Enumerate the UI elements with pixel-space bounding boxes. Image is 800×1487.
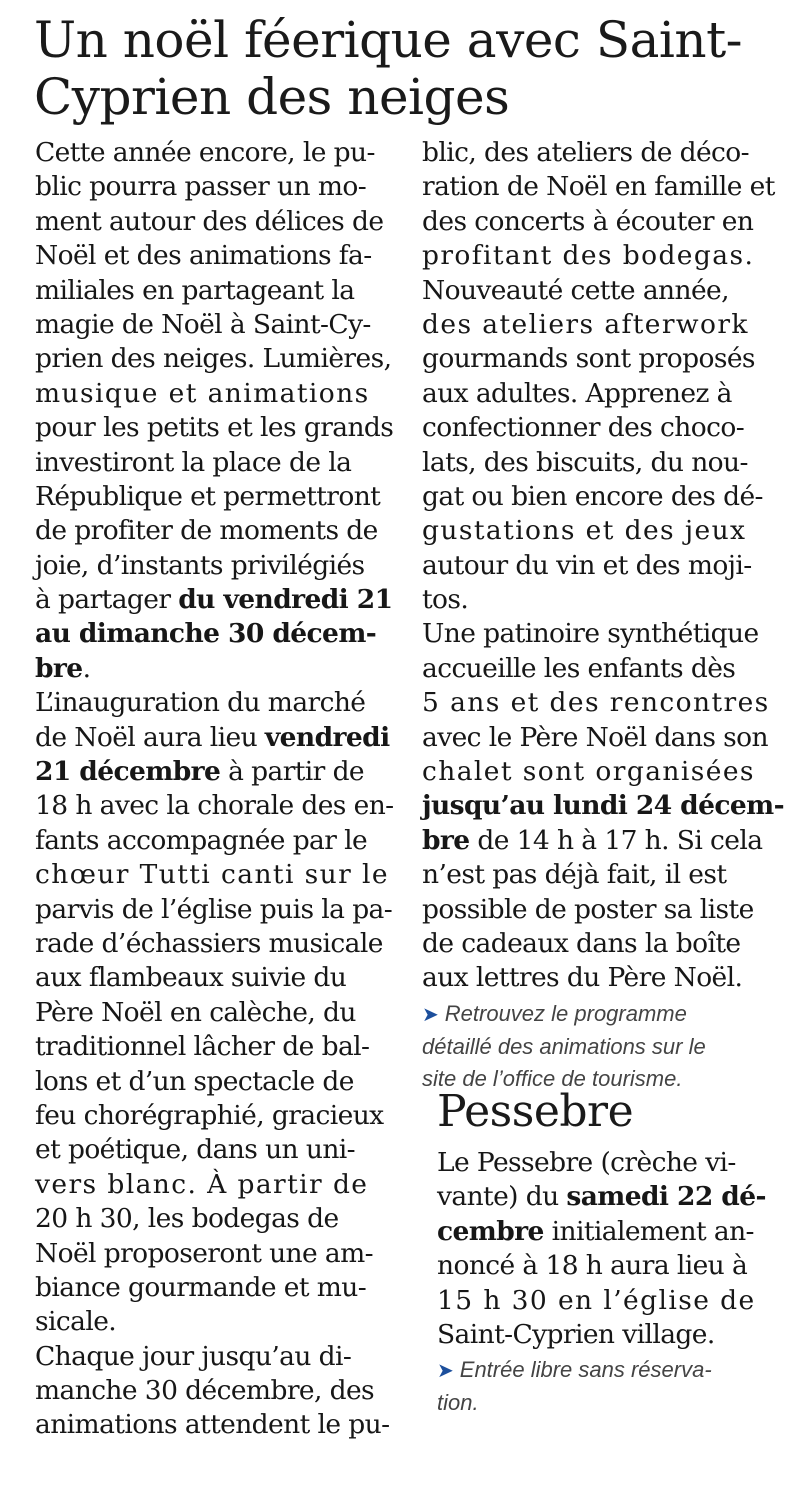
text-line [437, 1180, 782, 1214]
text-run: vante) du [437, 1181, 567, 1213]
text-line: des ateliers afterwork [422, 308, 749, 340]
bold-date: jusqu’au lundi 24 décem- [422, 790, 785, 822]
text-line: confectionner des choco- [422, 412, 745, 444]
text-line [437, 1215, 782, 1249]
note-line [422, 998, 778, 1031]
text-line: 5 ans et des rencontres [422, 687, 770, 719]
bold-date: au dimanche 30 décem- [35, 618, 377, 650]
note-text: Retrouvez le programme [444, 1000, 687, 1026]
text-line: Le Pessebre (crèche vi- [437, 1147, 736, 1178]
text-line: feu chorégraphié, gracieux [35, 1099, 384, 1131]
text-line: chalet sont organisées [422, 756, 755, 788]
text-line [422, 789, 785, 823]
text-line: rade d’échassiers musicale [35, 927, 383, 959]
text-line: sicale. [35, 1306, 117, 1338]
bold-date: du vendredi 21 [178, 584, 393, 616]
article-title [34, 12, 784, 126]
text-line: aux lettres du Père Noël. [422, 962, 743, 994]
text-line: vers blanc. À partir de [35, 1168, 369, 1200]
text-line: et poétique, dans un uni- [35, 1134, 356, 1166]
text-line: gourmands sont proposés [422, 343, 755, 375]
title-line: Un noël féerique avec Saint- [34, 11, 743, 69]
text-line: chœur Tutti canti sur le [35, 859, 389, 891]
text-run: à partager [35, 584, 179, 616]
text-line: Chaque jour jusqu’au di- [35, 1340, 352, 1372]
text-line: manche 30 décembre, des [35, 1375, 375, 1407]
text-line: gustations et des jeux [422, 515, 747, 547]
note-line: tion. [437, 1390, 479, 1416]
text-line: aux adultes. Apprenez à [422, 377, 732, 409]
bold-date: cembre [437, 1215, 544, 1247]
text-line: joie, d’instants privilégiés [35, 549, 365, 581]
text-run: de Noël aura lieu [35, 721, 265, 753]
arrow-right-icon: ➤ [437, 1360, 454, 1383]
note-line: site de l’office de tourisme. [422, 1065, 683, 1091]
text-line [35, 755, 391, 789]
text-line: Une patinoire synthétique [422, 618, 759, 650]
text-line: noncé à 18 h aura lieu à [437, 1250, 748, 1282]
bold-date: bre [35, 652, 83, 684]
text-line: lons et d’un spectacle de [35, 1065, 354, 1097]
text-line: blic pourra passer un mo- [35, 171, 367, 203]
text-line [35, 617, 391, 651]
right-column [422, 136, 785, 1095]
text-line: 18 h avec la chorale des en- [35, 790, 394, 822]
text-line [422, 824, 778, 858]
text-line: Nouveauté cette année, [422, 274, 729, 306]
note-line: détaillé des animations sur le [422, 1033, 706, 1059]
text-line: Saint-Cyprien village. [437, 1318, 715, 1350]
text-line: aux flambeaux suivie du [35, 962, 347, 994]
pessebre-column [437, 1146, 782, 1419]
info-note [422, 998, 778, 1095]
text-run: initialement an- [543, 1215, 754, 1247]
note-line [437, 1354, 782, 1387]
bold-date: 21 décembre [35, 756, 221, 788]
title-line: Cyprien des neiges [34, 68, 510, 126]
text-line: Noël et des animations fa- [35, 240, 372, 272]
text-line: profitant des bodegas. [422, 240, 755, 272]
text-line: parvis de l’église puis la pa- [35, 893, 393, 925]
text-line: 15 h 30 en l’église de [437, 1284, 756, 1316]
text-line: de cadeaux dans la boîte [422, 927, 741, 959]
bold-date: vendredi [264, 721, 390, 753]
text-line: 20 h 30, les bodegas de [35, 1203, 339, 1235]
text-line: traditionnel lâcher de bal- [35, 1031, 370, 1063]
bold-date: bre [422, 824, 470, 856]
text-line [35, 652, 391, 686]
text-line: blic, des ateliers de déco- [422, 137, 749, 168]
text-line [35, 583, 391, 617]
text-line: des concerts à écouter en [422, 205, 754, 237]
text-line: ration de Noël en famille et [422, 171, 775, 203]
note-text: Entrée libre sans réserva- [459, 1357, 712, 1383]
text-line: pour les petits et les grands [35, 412, 394, 444]
text-line: lats, des biscuits, du nou- [422, 446, 748, 478]
bold-date: samedi 22 dé- [566, 1181, 766, 1213]
text-line: Noël proposeront une am- [35, 1237, 373, 1269]
text-line: autour du vin et des moji- [422, 549, 752, 581]
text-line: ment autour des délices de [35, 205, 384, 237]
text-run: à partir de [220, 756, 365, 788]
text-line: tos. [422, 584, 469, 616]
text-line: miliales en partageant la [35, 274, 355, 306]
text-line: biance gourmande et mu- [35, 1271, 367, 1303]
arrow-right-icon: ➤ [422, 1003, 439, 1026]
text-line: Cette année encore, le pu- [35, 137, 375, 168]
text-line: gat ou bien encore des dé- [422, 480, 763, 512]
text-line: musique et animations [35, 377, 370, 409]
text-line: investiront la place de la [35, 446, 352, 478]
text-line: accueille les enfants dès [422, 652, 736, 684]
left-column [35, 136, 394, 1443]
text-line: République et permettront [35, 480, 381, 512]
text-line: Père Noël en calèche, du [35, 996, 356, 1028]
text-line: possible de poster sa liste [422, 893, 754, 925]
text-line: magie de Noël à Saint-Cy- [35, 308, 371, 340]
section-heading: Pessebre [437, 1086, 634, 1137]
text-line: de profiter de moments de [35, 515, 378, 547]
text-line: fants accompagnée par le [35, 824, 368, 856]
text-line [35, 721, 391, 755]
text-line: L’inauguration du marché [35, 687, 366, 719]
info-note [437, 1354, 782, 1419]
text-line: prien des neiges. Lumières, [35, 343, 392, 375]
text-line: avec le Père Noël dans son [422, 721, 768, 753]
text-line: n’est pas déjà fait, il est [422, 859, 727, 891]
text-run: de 14 h à 17 h. Si cela [469, 824, 763, 856]
text-run: . [82, 652, 91, 684]
text-line: animations attendent le pu- [35, 1409, 390, 1441]
